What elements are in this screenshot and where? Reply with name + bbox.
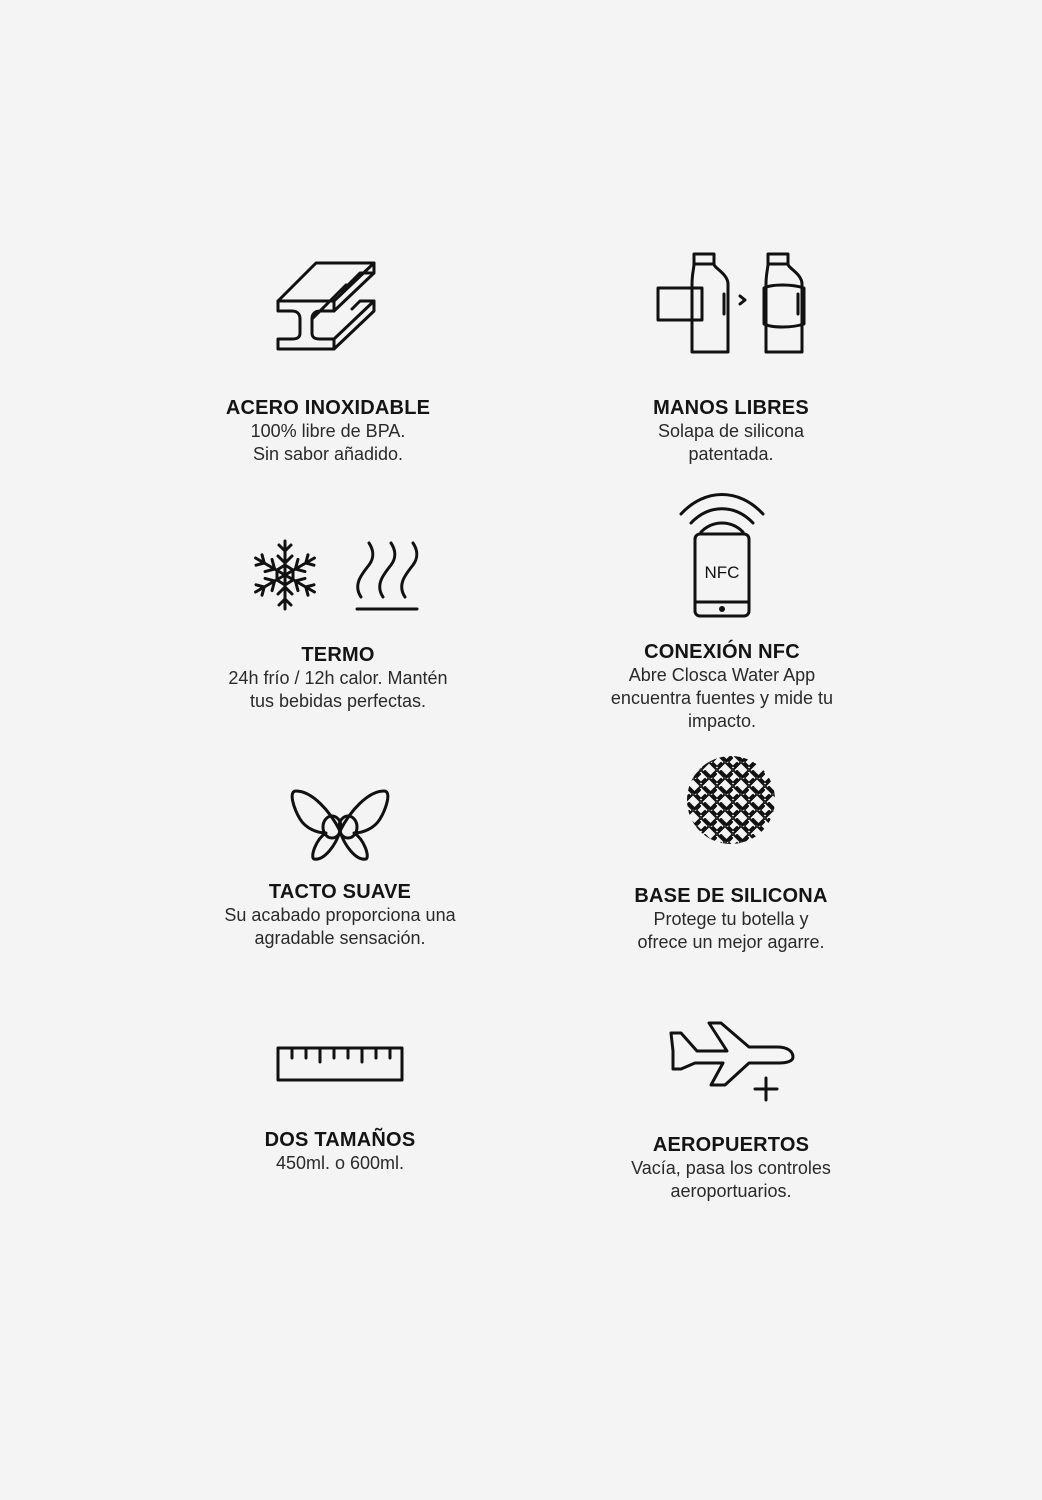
hands-free-bottle-icon bbox=[656, 252, 806, 356]
feature-manos-libres bbox=[571, 250, 891, 480]
butterfly-icon bbox=[290, 787, 390, 863]
feature-acero-inoxidable bbox=[168, 250, 488, 480]
steel-beam-icon bbox=[276, 255, 380, 353]
feature-description: Protege tu botella y ofrece un mejor agarre. bbox=[637, 909, 825, 952]
feature-title: ACERO INOXIDABLE bbox=[225, 397, 431, 419]
snowflake-heat-icon bbox=[253, 537, 423, 617]
nfc-label: NFC bbox=[704, 563, 740, 582]
airplane-plus-icon bbox=[667, 1019, 795, 1099]
feature-description: 450ml. o 600ml. bbox=[275, 1153, 405, 1173]
feature-title: DOS TAMAÑOS bbox=[264, 1129, 416, 1151]
feature-tacto-suave bbox=[180, 785, 500, 965]
silicone-texture-icon bbox=[685, 754, 777, 846]
feature-title: TACTO SUAVE bbox=[268, 881, 412, 903]
feature-description: Solapa de silicona patentada. bbox=[657, 421, 805, 464]
feature-title: AEROPUERTOS bbox=[652, 1134, 810, 1156]
ruler-icon bbox=[276, 1046, 404, 1082]
feature-conexion-nfc bbox=[562, 490, 882, 740]
nfc-phone-icon bbox=[677, 490, 767, 620]
feature-title: CONEXIÓN NFC bbox=[644, 641, 800, 663]
feature-title: MANOS LIBRES bbox=[653, 397, 809, 419]
feature-description: 100% libre de BPA. Sin sabor añadido. bbox=[250, 421, 406, 464]
feature-description: 24h frío / 12h calor. Mantén tus bebidas perfectas. bbox=[228, 668, 448, 711]
feature-title: BASE DE SILICONA bbox=[634, 885, 828, 907]
feature-title: TERMO bbox=[301, 644, 375, 666]
feature-aeropuertos bbox=[571, 1015, 891, 1215]
feature-description: Su acabado proporciona una agradable sensación. bbox=[224, 905, 456, 948]
feature-dos-tamanos bbox=[180, 1040, 500, 1190]
feature-description: Vacía, pasa los controles aeroportuarios. bbox=[631, 1158, 831, 1201]
feature-description: Abre Closca Water App encuentra fuentes y mide tu impacto. bbox=[610, 665, 834, 731]
feature-base-de-silicona bbox=[571, 750, 891, 970]
feature-termo bbox=[178, 535, 498, 725]
